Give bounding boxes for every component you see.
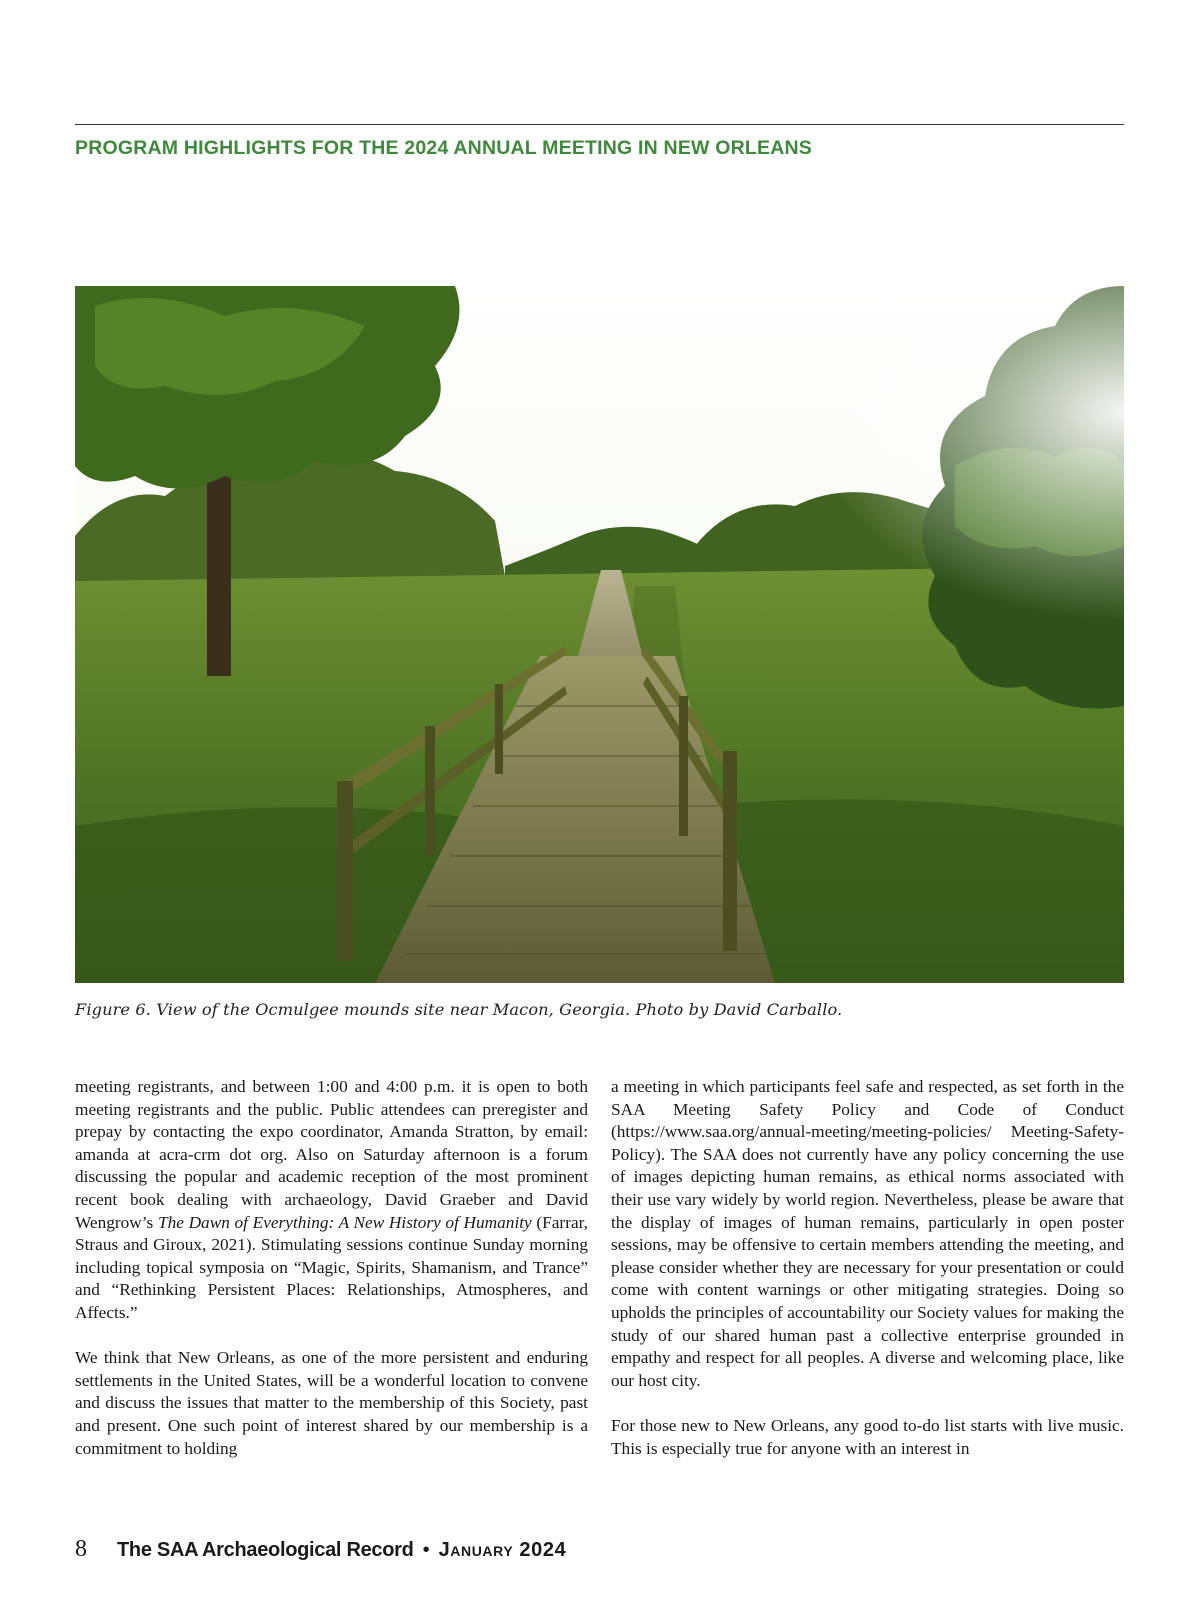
issue-date: January 2024 [438,1539,567,1561]
footer-separator: • [422,1539,430,1561]
figure-caption: Figure 6. View of the Ocmulgee mounds site near Macon, Georgia. Photo by David Carballo. [75,1000,843,1019]
right-paragraph-2: For those new to New Orleans, any good to-do list starts with live music. This is especially true for anyone with an interest in [611,1415,1124,1458]
left-paragraph-1-text-a: meeting registrants, and between 1:00 and 4:00 p.m. it is open to both meeting registrants and the public. Public attendees can preregister and prepay by contacting the expo coordinator, Amanda Stratton, by email: amanda at acra-crm dot org. Also on Saturday afternoon is a forum discussing the popular and academic reception of the most prominent recent book dealing with archaeology, David Graeber and David Wengrow’s [75,1077,588,1232]
publication-name: The SAA Archaeological Record [117,1539,414,1561]
left-paragraph-1 [75,1076,588,1325]
body-column-right [611,1076,1124,1483]
header-rule [75,124,1124,125]
right-paragraph-1: a meeting in which participants feel safe and respected, as set forth in the SAA Meeting Safety Policy and Code of Conduct (https://www.saa.org/annual-meeting/meeting-policies/ Meeting-Safety-Policy). The SAA does not currently have any policy concerning the use of images depicting human remains, as ethical norms associated with their use vary widely by world region. Nevertheless, please be aware that the display of images of human remains, particularly in open poster sessions, may be offensive to certain members attending the meeting, and please consider whether they are necessary for your presentation or could come with content warnings or other mitigating strategies. Doing so upholds the principles of accountability our Society values for making the study of our shared human past a collective enterprise grounded in empathy and respect for all peoples. A diverse and welcoming place, like our host city. [611,1077,1124,1390]
figure-photo [75,286,1124,983]
page-number: 8 [75,1536,87,1562]
left-paragraph-1-text-b: (Farrar, Straus and Giroux, 2021). Stimulating sessions continue Sunday morning including topical symposia on “Magic, Spirits, Shamanism, and Trance” and “Rethinking Persistent Places: Relationships, Atmospheres, and Affects.” [75,1212,588,1322]
body-column-left [75,1076,588,1483]
page-footer [75,1536,566,1563]
section-title: PROGRAM HIGHLIGHTS FOR THE 2024 ANNUAL MEETING IN NEW ORLEANS [75,137,812,159]
left-paragraph-2: We think that New Orleans, as one of the more persistent and enduring settlements in the United States, will be a wonderful location to convene and discuss the issues that matter to the membership of this Society, past and present. One such point of interest shared by our membership is a commitment to holding [75,1348,588,1458]
book-title: The Dawn of Everything: A New History of Humanity [157,1212,532,1232]
